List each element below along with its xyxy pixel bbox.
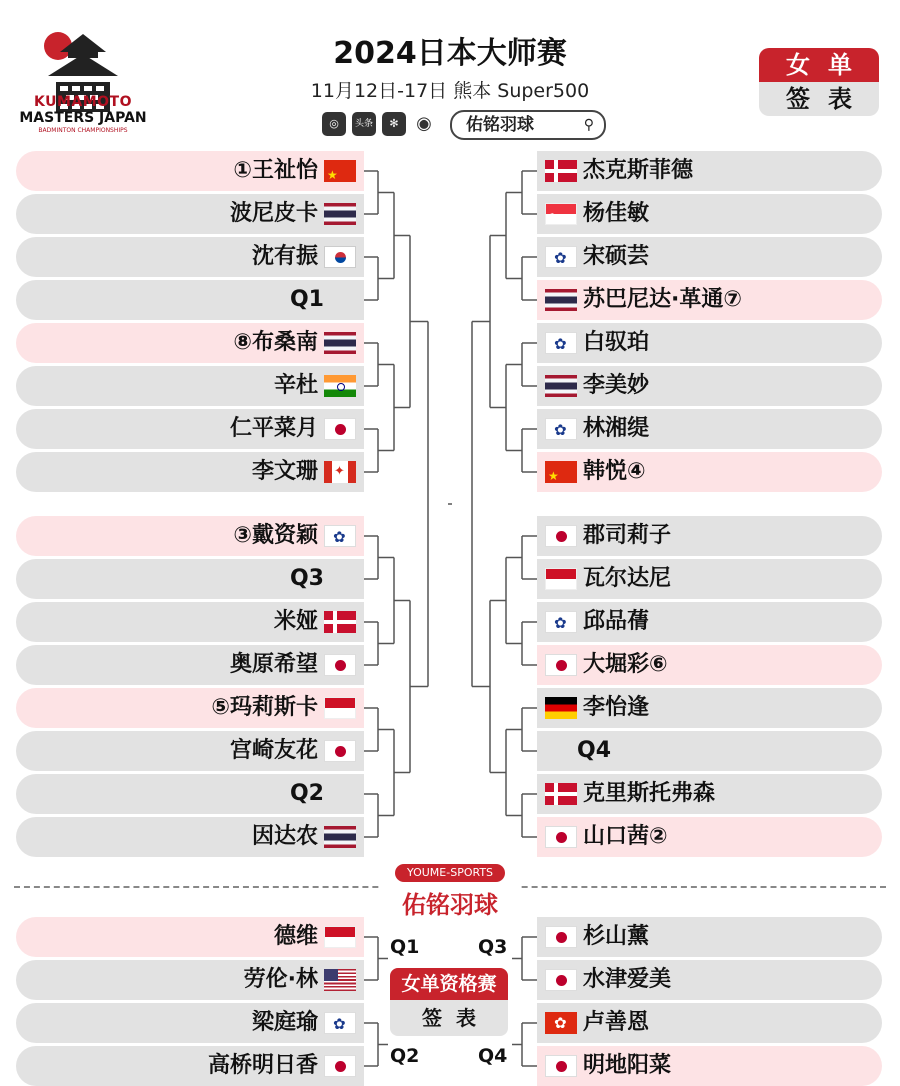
qual-right-player-row (537, 917, 882, 957)
player-name: 林湘缇 (583, 416, 650, 441)
hong-kong-flag-icon (545, 1012, 577, 1034)
q3-label: Q3 (478, 936, 508, 958)
q2-label: Q2 (390, 1045, 420, 1067)
qual-left-player-row (16, 917, 364, 957)
player-name: 明地阳菜 (583, 1053, 672, 1078)
brand-name: 佑铭羽球 (380, 885, 520, 920)
player-name: 郡司莉子 (583, 523, 672, 548)
player-name: 辛杜 (273, 373, 318, 398)
player-name: 杉山薰 (583, 924, 650, 949)
player-name: ⑧布桑南 (233, 330, 318, 355)
toutiao-icon[interactable]: 头条 (352, 112, 376, 136)
page-title: 2024日本大师赛 (333, 36, 567, 71)
player-name: 波尼皮卡 (229, 201, 318, 226)
player-name: 邱品蒨 (583, 609, 650, 634)
player-name: 奥原希望 (229, 652, 318, 677)
q1-label: Q1 (390, 936, 420, 958)
wechat-icon[interactable]: ◎ (322, 112, 346, 136)
chinese-taipei-flag-icon (324, 1012, 356, 1034)
player-name: 高桥明日香 (207, 1053, 318, 1078)
usa-flag-icon (324, 969, 356, 991)
qual-right-player-row (537, 1046, 882, 1086)
player-name: 李怡逢 (583, 695, 650, 720)
player-name: 李文珊 (251, 459, 318, 484)
player-name: 苏巴尼达·革通⑦ (583, 287, 742, 312)
player-name: Q4 (577, 738, 612, 763)
player-name: Q1 (289, 287, 324, 312)
event-tag-line2: 签表 (759, 82, 879, 116)
player-name: 米娅 (273, 609, 318, 634)
player-name: 仁平菜月 (229, 416, 318, 441)
player-name: 梁庭瑜 (251, 1010, 318, 1035)
qualification-subtitle: 签表 (390, 1000, 508, 1036)
player-name: ③戴资颖 (233, 523, 318, 548)
logo-line1: KUMAMOTO (33, 94, 133, 110)
qual-right-player-row (537, 1003, 882, 1043)
japan-flag-icon (545, 926, 577, 948)
player-name: 宋硕芸 (583, 244, 650, 269)
player-name: 白驭珀 (583, 330, 650, 355)
player-name: Q2 (289, 781, 324, 806)
page-subtitle: 11月12日-17日 熊本 Super500 (310, 80, 590, 102)
player-name: 卢善恩 (583, 1010, 650, 1035)
baidu-icon[interactable]: ✻ (382, 112, 406, 136)
player-name: ⑤玛莉斯卡 (211, 695, 318, 720)
qual-left-player-row (16, 1046, 364, 1086)
player-name: 宫崎友花 (229, 738, 318, 763)
player-name: 杨佳敏 (583, 201, 650, 226)
player-name: 沈有振 (251, 244, 318, 269)
qual-right-player-row (537, 960, 882, 1000)
weibo-icon[interactable]: ◉ (412, 112, 436, 136)
player-name: 瓦尔达尼 (583, 566, 672, 591)
player-name: 山口茜② (583, 824, 668, 849)
japan-flag-icon (324, 1055, 356, 1077)
player-name: 因达农 (251, 824, 318, 849)
player-name: 克里斯托弗森 (583, 781, 716, 806)
player-name: 德维 (273, 924, 318, 949)
qualification-tag (390, 968, 508, 1036)
japan-flag-icon (545, 1055, 577, 1077)
logo-line3: BADMINTON CHAMPIONSHIPS (38, 127, 128, 134)
q4-label: Q4 (478, 1045, 508, 1067)
event-tag-line1: 女单 (759, 48, 879, 82)
search-icon: ⚲ (583, 117, 594, 133)
indonesia-flag-icon (324, 926, 356, 948)
logo-line2: MASTERS JAPAN (19, 110, 147, 126)
player-name: ①王祉怡 (233, 158, 318, 183)
player-name: 水津爱美 (583, 967, 672, 992)
player-name: 大堀彩⑥ (583, 652, 668, 677)
player-name: 杰克斯菲德 (583, 158, 694, 183)
player-name: 韩悦④ (583, 459, 646, 484)
search-label: 佑铭羽球 (466, 115, 534, 135)
youme-badge: YOUME-SPORTS (395, 864, 505, 882)
japan-flag-icon (545, 969, 577, 991)
qualification-title: 女单资格赛 (390, 968, 508, 1000)
qual-left-player-row (16, 960, 364, 1000)
qual-left-player-row (16, 1003, 364, 1043)
player-name: 李美妙 (583, 373, 650, 398)
player-name: Q3 (289, 566, 324, 591)
player-name: 劳伦·林 (243, 967, 318, 992)
